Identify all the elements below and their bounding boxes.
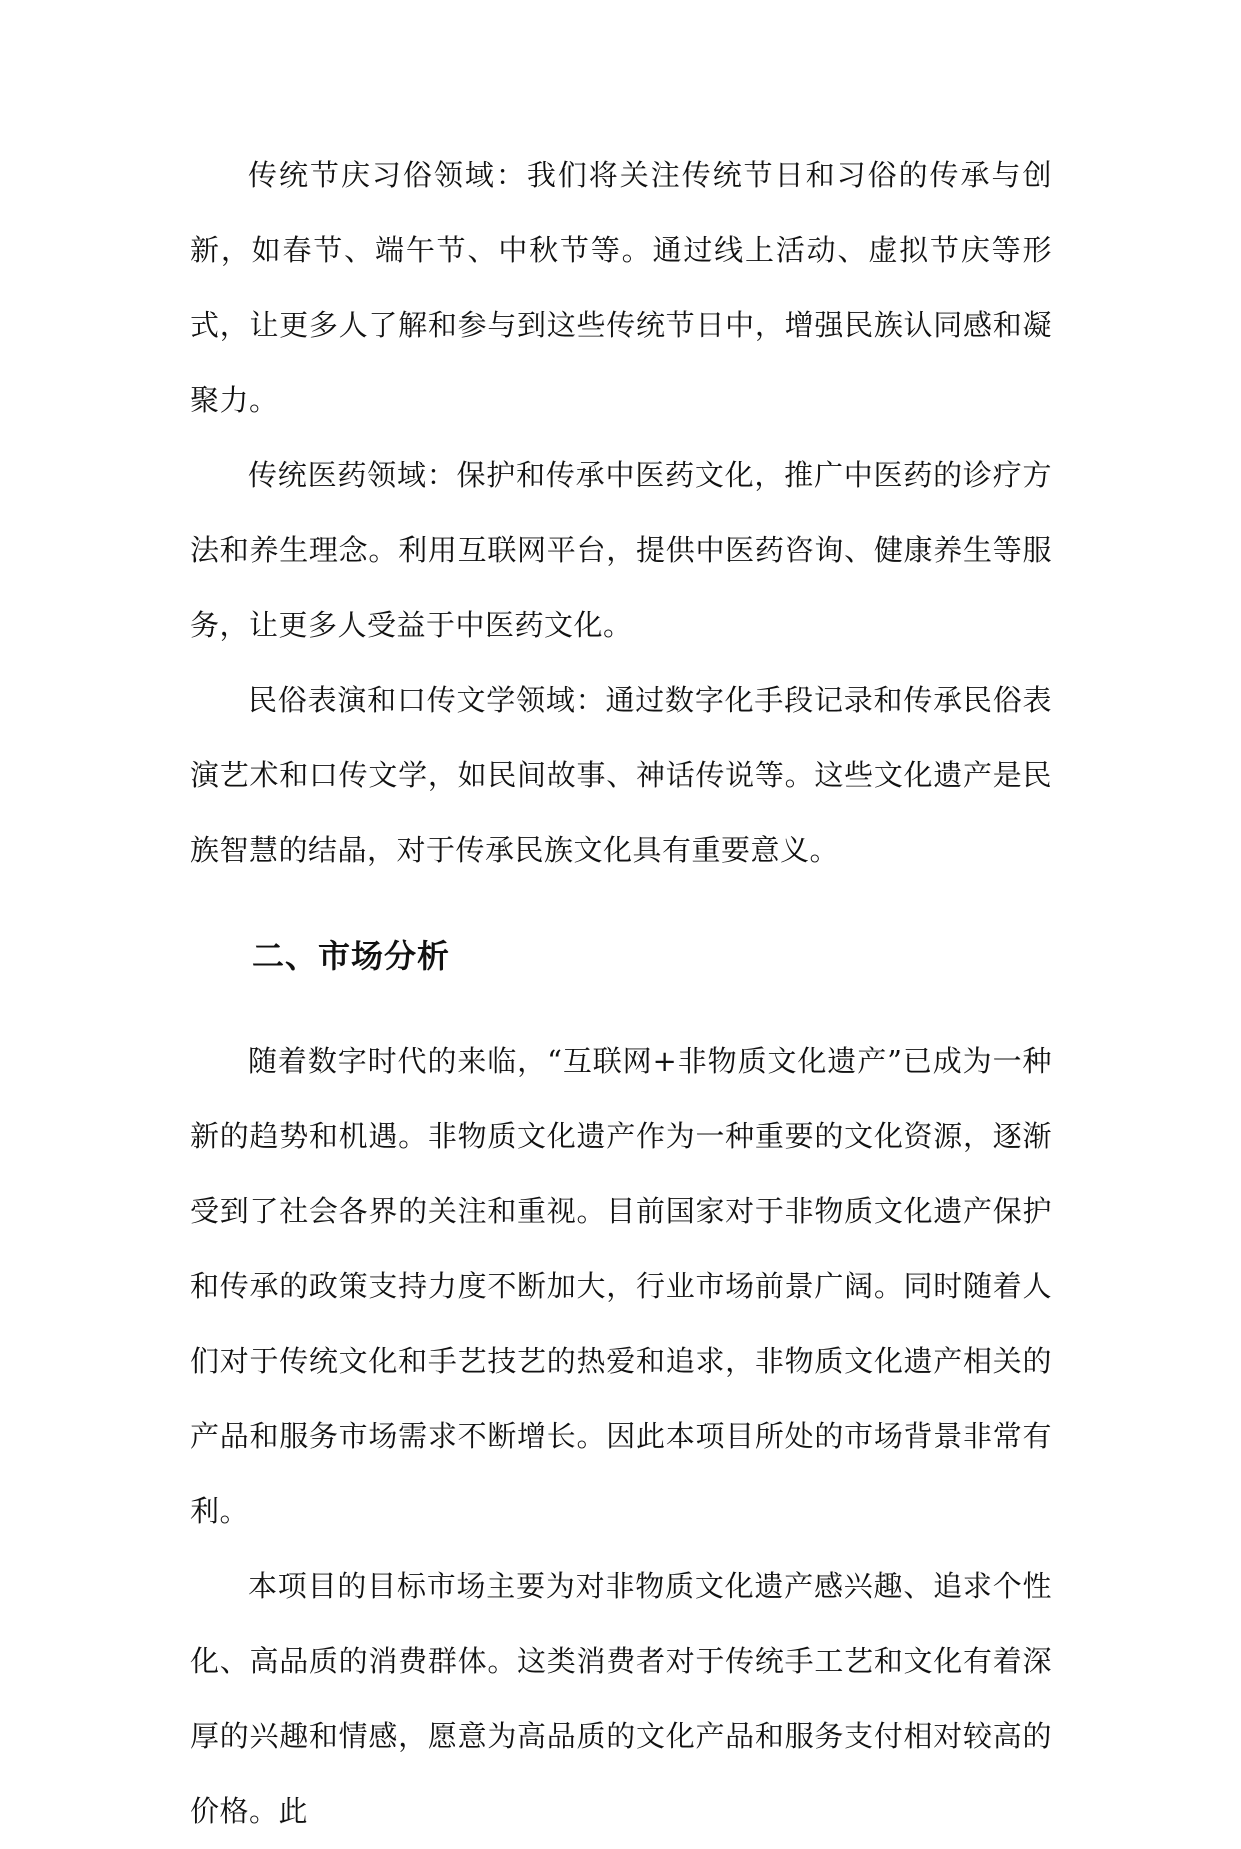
paragraph-market-background: 随着数字时代的来临，“互联网+非物质文化遗产”已成为一种新的趋势和机遇。非物质文化遗产作为一种重要的文化资源，逐渐受到了社会各界的关注和重视。目前国家对于非物质文化遗产保护和传承的政策支持力度不断加大，行业市场前景广阔。同时随着人们对于传统文化和手艺技艺的热爱和追求，非物质文化遗产相关的产品和服务市场需求不断增长。因此本项目所处的市场背景非常有利。 xyxy=(190,1044,1052,1528)
paragraph-target-market: 本项目的目标市场主要为对非物质文化遗产感兴趣、追求个性化、高品质的消费群体。这类消费者对于传统手工艺和文化有着深厚的兴趣和情感，愿意为高品质的文化产品和服务支付相对较高的价格。此 xyxy=(190,1569,1052,1828)
paragraph-folk-performance: 民俗表演和口传文学领域：通过数字化手段记录和传承民俗表演艺术和口传文学，如民间故事、神话传说等。这些文化遗产是民族智慧的结晶，对于传承民族文化具有重要意义。 xyxy=(190,683,1052,867)
section-heading: 二、市场分析 xyxy=(252,937,451,975)
paragraph-medicine: 传统医药领域：保护和传承中医药文化，推广中医药的诊疗方法和养生理念。利用互联网平台，提供中医药咨询、健康养生等服务，让更多人受益于中医药文化。 xyxy=(190,458,1052,642)
document-body xyxy=(190,138,1052,1849)
paragraph-festivals: 传统节庆习俗领域：我们将关注传统节日和习俗的传承与创新，如春节、端午节、中秋节等。通过线上活动、虚拟节庆等形式，让更多人了解和参与到这些传统节日中，增强民族认同感和凝聚力。 xyxy=(190,158,1052,417)
